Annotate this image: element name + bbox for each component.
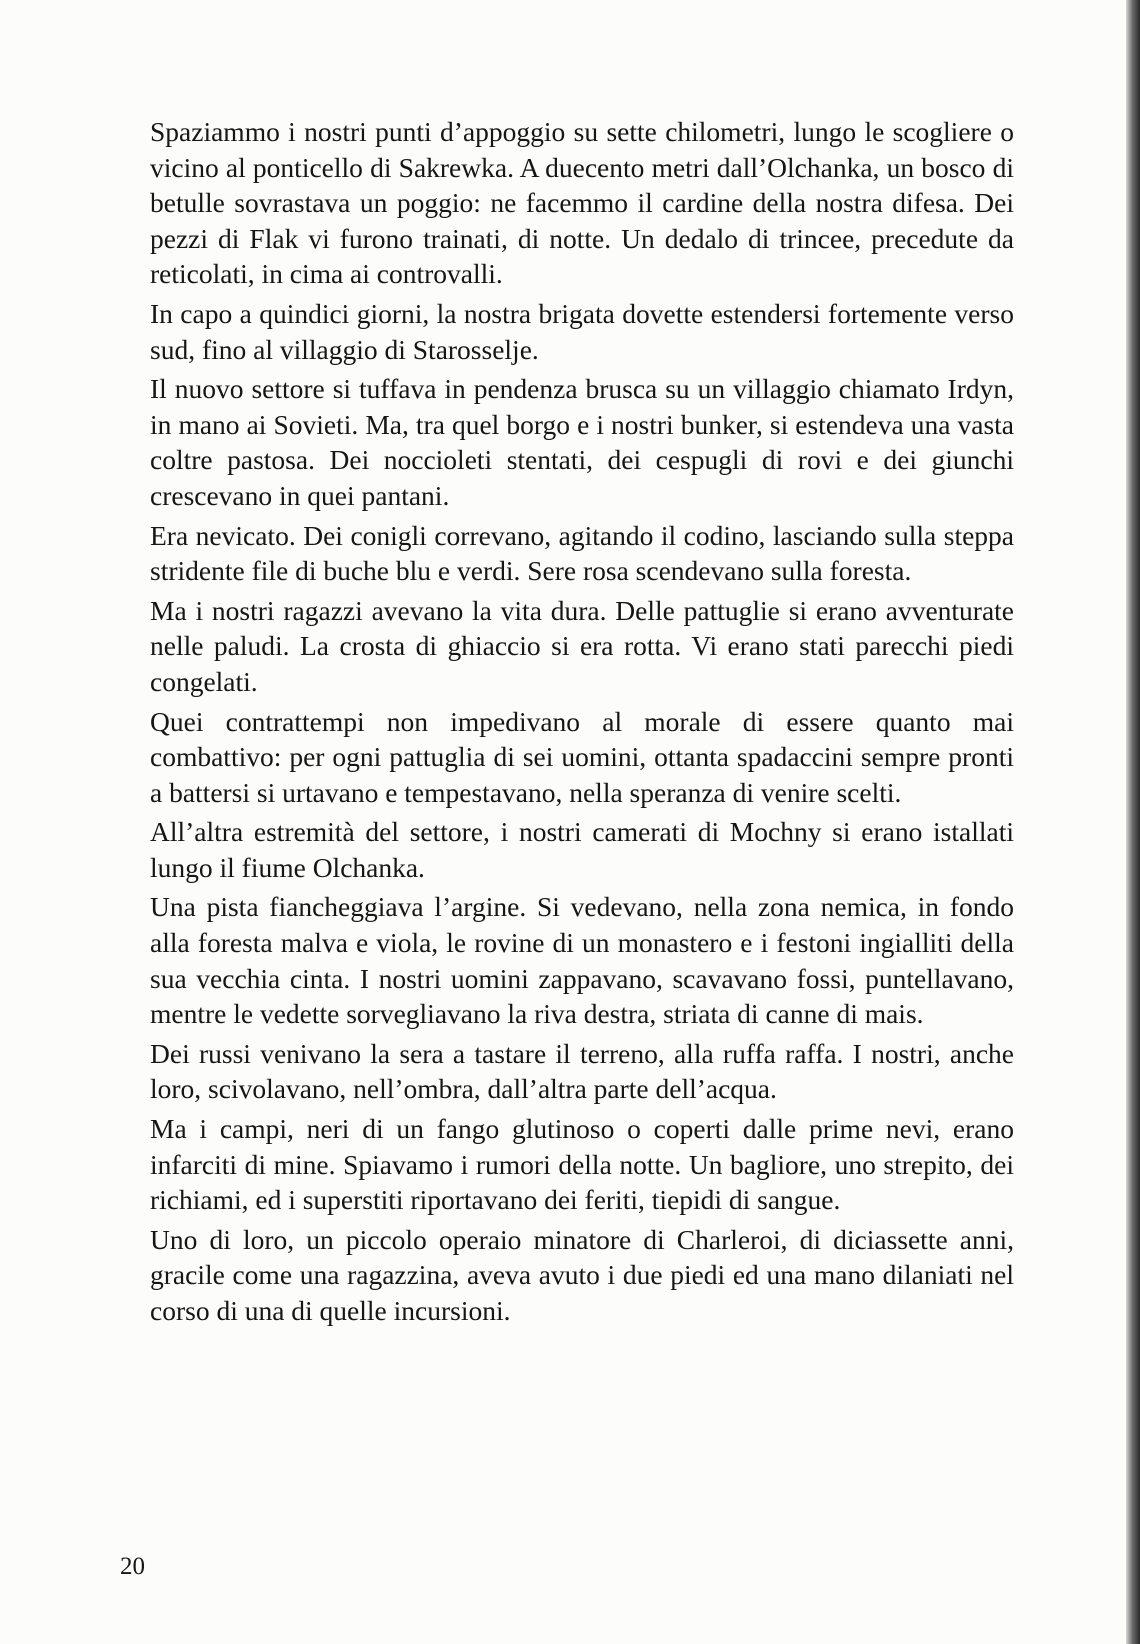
binding-shadow (1126, 0, 1140, 1644)
paragraph-2: In capo a quindici giorni, la nostra brigata dovette estendersi fortemente verso sud, fino al villaggio di Starosselje. (150, 297, 1014, 365)
paragraph-4: Era nevicato. Dei conigli correvano, agitando il codino, lasciando sulla steppa stridente file di buche blu e verdi. Sere rosa scendevano sulla foresta. (150, 519, 1014, 587)
paragraph-1: Spaziammo i nostri punti d’appoggio su sette chilometri, lungo le scogliere o vicino al ponticello di Sakrewka. A duecento metri dall’Olchanka, un bosco di betulle sovrastava un poggio: ne facemmo il cardine della nostra difesa. Dei pezzi di Flak vi furono trainati, di notte. Un dedalo di trincee, precedute da reticolati, in cima ai controvalli. (150, 116, 1014, 290)
paragraph-11: Uno di loro, un piccolo operaio minatore di Charleroi, di diciassette anni, gracile come una ragazzina, aveva avuto i due piedi ed una mano dilaniati nel corso di una di quelle incursioni. (150, 1223, 1014, 1326)
paragraph-5: Ma i nostri ragazzi avevano la vita dura. Delle pattuglie si erano avventurate nelle paludi. La crosta di ghiaccio si era rotta. Vi erano stati parecchi piedi congelati. (150, 594, 1014, 697)
paragraph-3: Il nuovo settore si tuffava in pendenza brusca su un villaggio chiamato Irdyn, in mano ai Sovieti. Ma, tra quel borgo e i nostri bunker, si estendeva una vasta coltre pastosa. Dei noccioleti stentati, dei cespugli di rovi e dei giunchi crescevano in quei pantani. (150, 373, 1014, 511)
paragraph-10: Ma i campi, neri di un fango glutinoso o coperti dalle prime nevi, erano infarciti di mine. Spiavamo i rumori della notte. Un bagliore, uno strepito, dei richiami, ed i superstiti riportavano dei feriti, tiepidi di sangue. (150, 1113, 1014, 1216)
paragraph-9: Dei russi venivano la sera a tastare il terreno, alla ruffa raffa. I nostri, anche loro, scivolavano, nell’ombra, dall’altra parte dell’acqua. (150, 1037, 1014, 1105)
paragraph-7: All’altra estremità del settore, i nostri camerati di Mochny si erano istallati lungo il fiume Olchanka. (150, 816, 1014, 883)
page-number: 20 (120, 1553, 145, 1580)
body-text (150, 114, 1014, 1333)
paragraph-6: Quei contrattempi non impedivano al morale di essere quanto mai combattivo: per ogni pattuglia di sei uomini, ottanta spadaccini sempre pronti a battersi si urtavano e tempestavano, nella speranza di venire scelti. (150, 705, 1014, 808)
paragraph-8: Una pista fiancheggiava l’argine. Si vedevano, nella zona nemica, in fondo alla foresta malva e viola, le rovine di un monastero e i festoni ingialliti della sua vecchia cinta. I nostri uomini zappavano, scavavano fossi, puntellavano, mentre le vedette sorvegliavano la riva destra, striata di canne di mais. (150, 891, 1014, 1030)
